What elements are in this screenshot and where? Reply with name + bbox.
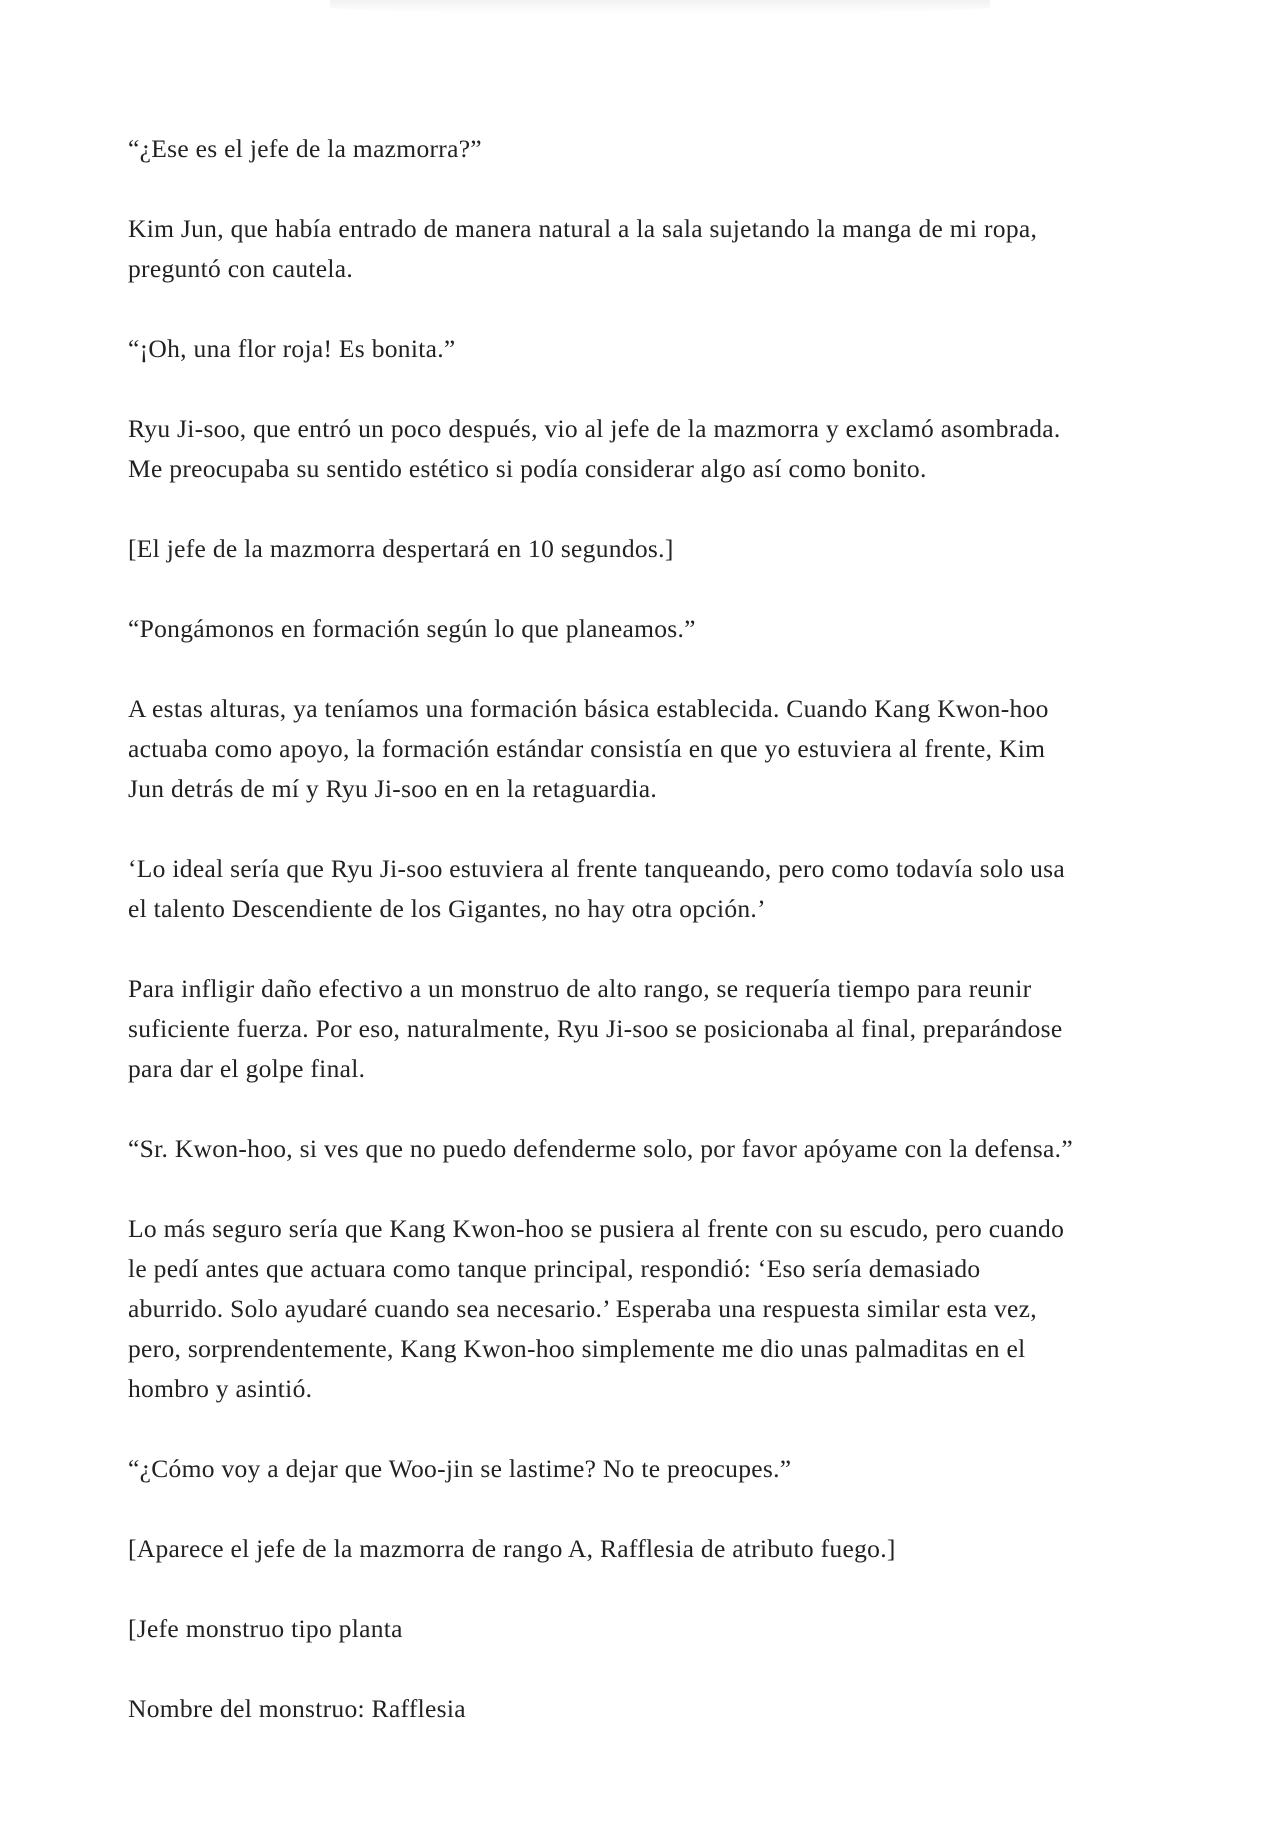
text-line: suficiente fuerza. Por eso, naturalmente, Ryu Ji-soo se posicionaba al final, preparándose bbox=[128, 1014, 1063, 1043]
paragraph bbox=[128, 209, 1188, 289]
text-line: Kim Jun, que había entrado de manera natural a la sala sujetando la manga de mi ropa, bbox=[128, 214, 1038, 243]
paragraph bbox=[128, 1129, 1188, 1169]
paragraph bbox=[128, 329, 1188, 369]
text-line: “Pongámonos en formación según lo que planeamos.” bbox=[128, 614, 696, 643]
text-line: “¿Ese es el jefe de la mazmorra?” bbox=[128, 134, 482, 163]
text-line: “¿Cómo voy a dejar que Woo-jin se lastime? No te preocupes.” bbox=[128, 1454, 792, 1483]
paragraph bbox=[128, 1529, 1188, 1569]
text-line: Jun detrás de mí y Ryu Ji-soo en en la retaguardia. bbox=[128, 774, 658, 803]
text-line: [Jefe monstruo tipo planta bbox=[128, 1614, 403, 1643]
paragraph bbox=[128, 609, 1188, 649]
paragraph bbox=[128, 1609, 1188, 1649]
text-line: pero, sorprendentemente, Kang Kwon-hoo simplemente me dio unas palmaditas en el bbox=[128, 1334, 1026, 1363]
text-line: Me preocupaba su sentido estético si podía considerar algo así como bonito. bbox=[128, 454, 927, 483]
text-line: A estas alturas, ya teníamos una formación básica establecida. Cuando Kang Kwon-hoo bbox=[128, 694, 1049, 723]
text-line: ‘Lo ideal sería que Ryu Ji-soo estuviera al frente tanqueando, pero como todavía solo usa bbox=[128, 854, 1066, 883]
text-line: [Aparece el jefe de la mazmorra de rango A, Rafflesia de atributo fuego.] bbox=[128, 1534, 896, 1563]
text-line: Nombre del monstruo: Rafflesia bbox=[128, 1694, 466, 1723]
chapter-text bbox=[128, 129, 1188, 1769]
text-line: le pedí antes que actuara como tanque principal, respondió: ‘Eso sería demasiado bbox=[128, 1254, 981, 1283]
text-line: “Sr. Kwon-hoo, si ves que no puedo defenderme solo, por favor apóyame con la defensa.” bbox=[128, 1134, 1073, 1163]
text-line: para dar el golpe final. bbox=[128, 1054, 366, 1083]
text-line: [El jefe de la mazmorra despertará en 10 segundos.] bbox=[128, 534, 674, 563]
paragraph bbox=[128, 529, 1188, 569]
text-line: Lo más seguro sería que Kang Kwon-hoo se pusiera al frente con su escudo, pero cuando bbox=[128, 1214, 1065, 1243]
text-line: Ryu Ji-soo, que entró un poco después, vio al jefe de la mazmorra y exclamó asombrada. bbox=[128, 414, 1061, 443]
top-shadow bbox=[330, 0, 990, 14]
paragraph bbox=[128, 1209, 1188, 1409]
paragraph bbox=[128, 1449, 1188, 1489]
paragraph bbox=[128, 1689, 1188, 1729]
paragraph bbox=[128, 689, 1188, 809]
paragraph bbox=[128, 969, 1188, 1089]
paragraph bbox=[128, 409, 1188, 489]
text-line: “¡Oh, una flor roja! Es bonita.” bbox=[128, 334, 456, 363]
text-line: aburrido. Solo ayudaré cuando sea necesario.’ Esperaba una respuesta similar esta vez, bbox=[128, 1294, 1037, 1323]
text-line: preguntó con cautela. bbox=[128, 254, 354, 283]
paragraph bbox=[128, 849, 1188, 929]
paragraph bbox=[128, 129, 1188, 169]
text-line: Para infligir daño efectivo a un monstruo de alto rango, se requería tiempo para reunir bbox=[128, 974, 1032, 1003]
text-line: hombro y asintió. bbox=[128, 1374, 313, 1403]
text-line: actuaba como apoyo, la formación estándar consistía en que yo estuviera al frente, Kim bbox=[128, 734, 1046, 763]
text-line: el talento Descendiente de los Gigantes, no hay otra opción.’ bbox=[128, 894, 766, 923]
